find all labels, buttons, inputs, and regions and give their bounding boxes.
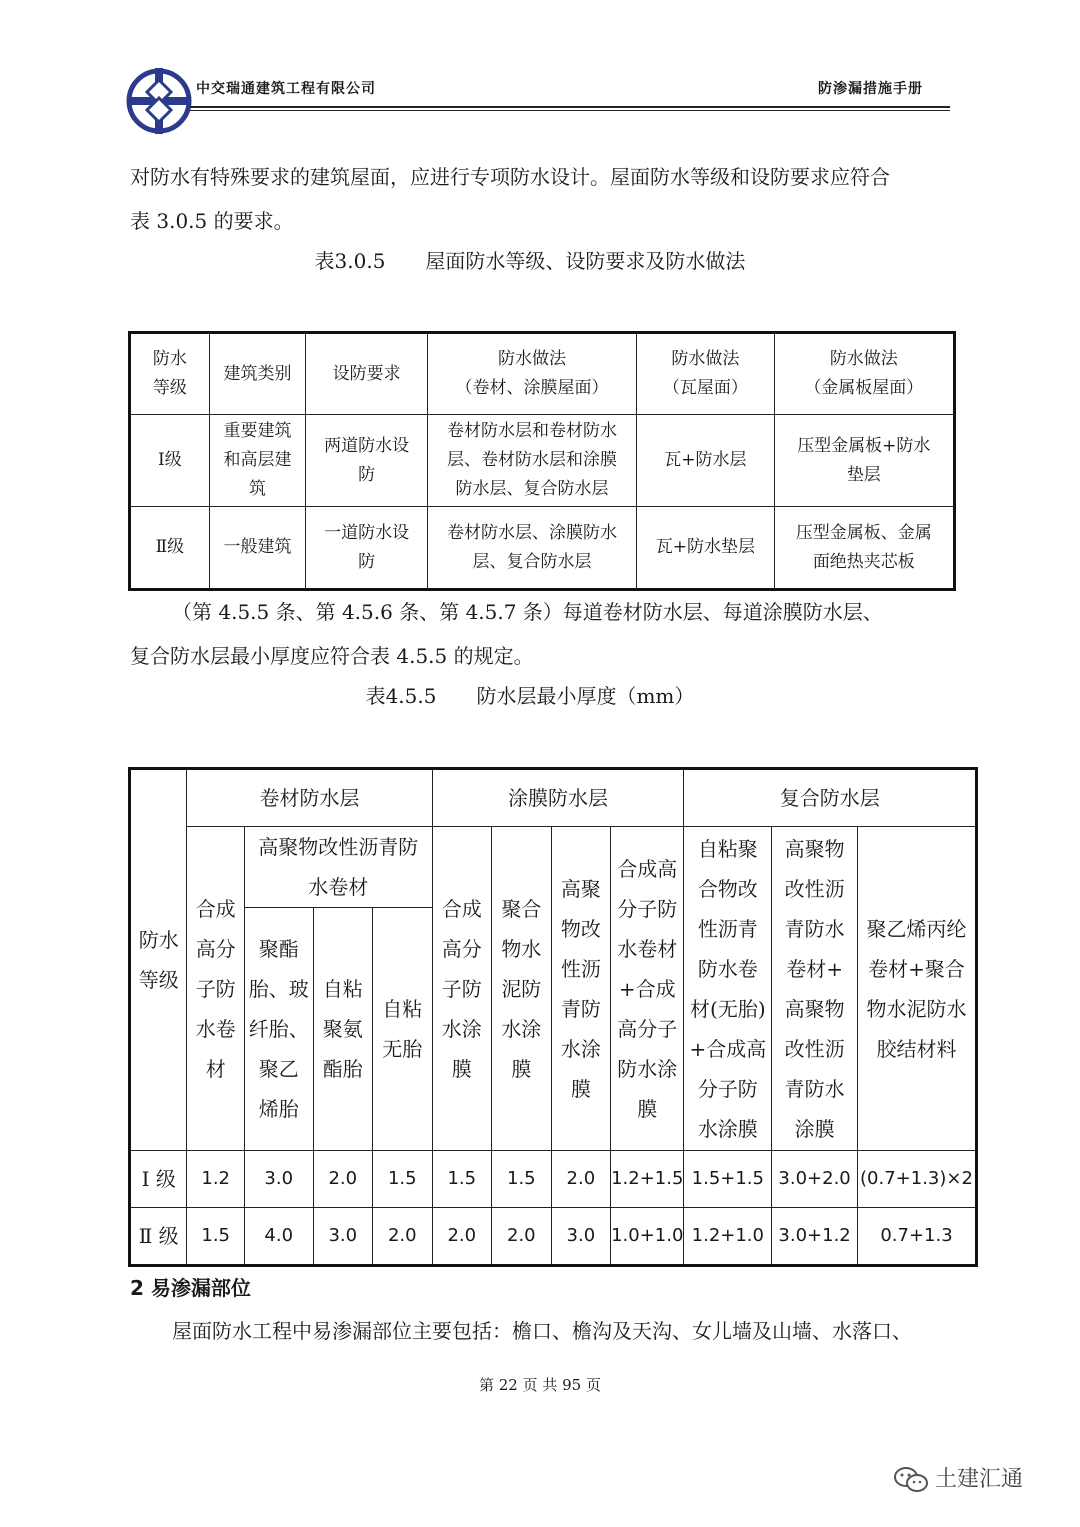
header-polymer-cement: 聚合 物水 泥防 水涂 膜 xyxy=(492,827,552,1151)
value-cell: 2.0 xyxy=(432,1208,492,1266)
header-method-roll: 防水做法 （卷材、涂膜屋面） xyxy=(427,333,636,415)
value-cell: 2.0 xyxy=(551,1151,611,1208)
header-polyester-base: 聚酯 胎、玻 纤胎、 聚乙 烯胎 xyxy=(244,908,313,1151)
manual-title: 防渗漏措施手册 xyxy=(818,81,923,97)
value-cell: 3.0 xyxy=(313,1208,373,1266)
table-roof-grades xyxy=(128,331,956,591)
category-cell: 重要建筑 和高层建 筑 xyxy=(209,415,306,507)
header-synthetic-coating: 合成 高分 子防 水涂 膜 xyxy=(432,827,492,1151)
section-heading: 2 易渗漏部位 xyxy=(130,1276,251,1300)
header-requirement: 设防要求 xyxy=(306,333,428,415)
para2-line-2: 复合防水层最小厚度应符合表 4.5.5 的规定。 xyxy=(130,644,534,668)
section-line-1: 屋面防水工程中易渗漏部位主要包括：檐口、檐沟及天沟、女儿墙及山墙、水落口、 xyxy=(172,1319,912,1343)
table1-header-row xyxy=(130,333,955,415)
watermark-text: 土建汇通 xyxy=(935,1467,1024,1492)
header-category: 建筑类别 xyxy=(209,333,306,415)
value-cell: (0.7+1.3)×2 xyxy=(858,1151,977,1208)
header-synthetic-roll: 合成 高分 子防 水卷 材 xyxy=(187,827,245,1151)
header-self-adhesive-poly: 自粘 聚氨 酯胎 xyxy=(313,908,373,1151)
value-cell: 1.0+1.0 xyxy=(611,1208,684,1266)
table2-subheader-row xyxy=(130,827,977,908)
page-number: 第 22 页 共 95 页 xyxy=(478,1376,601,1394)
requirement-cell: 两道防水设 防 xyxy=(306,415,428,507)
header-method-tile: 防水做法 （瓦屋面） xyxy=(637,333,775,415)
value-cell: 1.2+1.5 xyxy=(611,1151,684,1208)
value-cell: 3.0+2.0 xyxy=(772,1151,858,1208)
value-cell: 3.0 xyxy=(551,1208,611,1266)
value-cell: 1.2+1.0 xyxy=(684,1208,772,1266)
method-tile-cell: 瓦+防水层 xyxy=(637,415,775,507)
table-row xyxy=(130,415,955,507)
company-name: 中交瑞通建筑工程有限公司 xyxy=(196,81,376,97)
value-cell: 4.0 xyxy=(244,1208,313,1266)
value-cell: 2.0 xyxy=(492,1208,552,1266)
method-tile-cell: 瓦+防水垫层 xyxy=(637,507,775,590)
table2-caption: 表4.5.5 防水层最小厚度（mm） xyxy=(365,684,695,708)
grade-cell: Ⅱ 级 xyxy=(130,1208,187,1266)
table-row xyxy=(130,1208,977,1266)
header-rule xyxy=(190,106,950,108)
header-modified-asphalt-coating: 高聚 物改 性沥 青防 水涂 膜 xyxy=(551,827,611,1151)
value-cell: 3.0 xyxy=(244,1151,313,1208)
value-cell: 0.7+1.3 xyxy=(858,1208,977,1266)
value-cell: 1.5+1.5 xyxy=(684,1151,772,1208)
category-cell: 一般建筑 xyxy=(209,507,306,590)
header-coating-group: 涂膜防水层 xyxy=(432,769,684,827)
watermark xyxy=(893,1462,1023,1494)
header-self-adhesive-none: 自粘 无胎 xyxy=(373,908,433,1151)
value-cell: 1.5 xyxy=(492,1151,552,1208)
table2-group-header-row xyxy=(130,769,977,827)
header-grade: 防水 等级 xyxy=(130,769,187,1151)
value-cell: 1.5 xyxy=(187,1208,245,1266)
intro-line-1: 对防水有特殊要求的建筑屋面，应进行专项防水设计。屋面防水等级和设防要求应符合 xyxy=(130,165,890,189)
value-cell: 3.0+1.2 xyxy=(772,1208,858,1266)
header-method-metal: 防水做法 （金属板屋面） xyxy=(774,333,954,415)
method-roll-cell: 卷材防水层和卷材防水 层、卷材防水层和涂膜 防水层、复合防水层 xyxy=(427,415,636,507)
grade-cell: Ⅰ 级 xyxy=(130,1151,187,1208)
method-metal-cell: 压型金属板、金属 面绝热夹芯板 xyxy=(774,507,954,590)
wechat-icon xyxy=(893,1466,929,1494)
value-cell: 1.5 xyxy=(432,1151,492,1208)
table-row xyxy=(130,507,955,590)
table-row xyxy=(130,1151,977,1208)
value-cell: 2.0 xyxy=(373,1208,433,1266)
grade-cell: Ⅱ级 xyxy=(130,507,210,590)
method-metal-cell: 压型金属板+防水 垫层 xyxy=(774,415,954,507)
company-logo xyxy=(126,66,192,136)
value-cell: 1.5 xyxy=(373,1151,433,1208)
grade-cell: Ⅰ级 xyxy=(130,415,210,507)
header-roll-group: 卷材防水层 xyxy=(187,769,432,827)
value-cell: 1.2 xyxy=(187,1151,245,1208)
header-composite-4: 聚乙烯丙纶 卷材+聚合 物水泥防水 胶结材料 xyxy=(858,827,977,1151)
header-modified-asphalt-roll: 高聚物改性沥青防 水卷材 xyxy=(244,827,432,908)
value-cell: 2.0 xyxy=(313,1151,373,1208)
header-rule-thin xyxy=(190,110,950,111)
intro-line-2: 表 3.0.5 的要求。 xyxy=(130,209,294,233)
para2-line-1: （第 4.5.5 条、第 4.5.6 条、第 4.5.7 条）每道卷材防水层、每道涂膜防水层、 xyxy=(172,600,883,624)
header-composite-1: 合成高 分子防 水卷材 +合成 高分子 防水涂 膜 xyxy=(611,827,684,1151)
table-min-thickness xyxy=(128,767,978,1267)
header-grade: 防水 等级 xyxy=(130,333,210,415)
requirement-cell: 一道防水设 防 xyxy=(306,507,428,590)
table1-caption: 表3.0.5 屋面防水等级、设防要求及防水做法 xyxy=(314,249,746,273)
header-composite-3: 高聚物 改性沥 青防水 卷材+ 高聚物 改性沥 青防水 涂膜 xyxy=(772,827,858,1151)
header-composite-group: 复合防水层 xyxy=(684,769,977,827)
header-composite-2: 自粘聚 合物改 性沥青 防水卷 材(无胎) +合成高 分子防 水涂膜 xyxy=(684,827,772,1151)
method-roll-cell: 卷材防水层、涂膜防水 层、复合防水层 xyxy=(427,507,636,590)
